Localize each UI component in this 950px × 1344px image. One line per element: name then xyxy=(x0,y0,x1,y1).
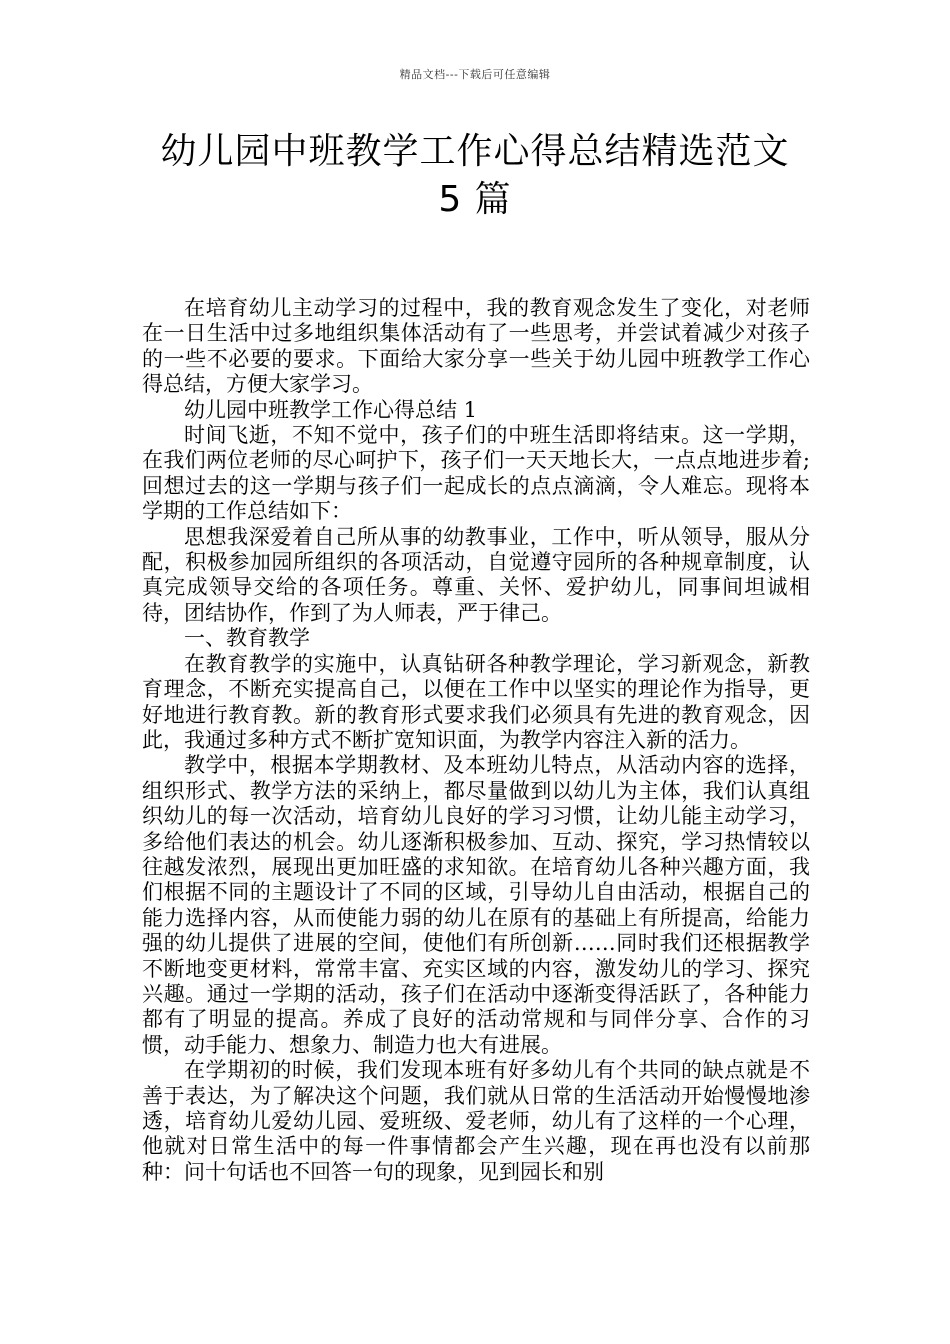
section-heading-education: 一、教育教学 xyxy=(184,626,310,651)
section-heading-summary-1: 幼儿园中班教学工作心得总结 1 xyxy=(184,397,478,422)
body-paragraph: 在教育教学的实施中，认真钻研各种教学理论，学习新观念，新教育理念，不断充实提高自己，以便在工作中以坚实的理论作为指导，更好地进行教育教。新的教育形式要求我们必须具有先进的教育观念，因此，我通过多种方式不断扩宽知识面，为教学内容注入新的活力。 xyxy=(142,651,810,752)
header-note: 精品文档---下载后可任意编辑 xyxy=(399,68,551,81)
document-body xyxy=(142,296,810,1185)
document-title xyxy=(140,128,810,224)
body-paragraph: 思想我深爱着自己所从事的幼教事业，工作中，听从领导，服从分配，积极参加园所组织的各项活动，自觉遵守园所的各种规章制度，认真完成领导交给的各项任务。尊重、关怀、爱护幼儿，同事间坦诚相待，团结协作，作到了为人师表，严于律己。 xyxy=(142,524,810,625)
title-line-2: 5 篇 xyxy=(438,179,512,220)
body-paragraph: 在学期初的时候，我们发现本班有好多幼儿有个共同的缺点就是不善于表达，为了解决这个问题，我们就从日常的生活活动开始慢慢地渗透，培育幼儿爱幼儿园、爱班级、爱老师，幼儿有了这样的一个心理，他就对日常生活中的每一件事情都会产生兴趣，现在再也没有以前那种：问十句话也不回答一句的现象，见到园长和别 xyxy=(142,1058,810,1184)
intro-paragraph: 在培育幼儿主动学习的过程中，我的教育观念发生了变化，对老师在一日生活中过多地组织集体活动有了一些思考，并尝试着减少对孩子的一些不必要的要求。下面给大家分享一些关于幼儿园中班教学工作心得总结，方便大家学习。 xyxy=(142,296,810,397)
body-paragraph: 教学中，根据本学期教材、及本班幼儿特点，从活动内容的选择，组织形式、教学方法的采纳上，都尽量做到以幼儿为主体，我们认真组织幼儿的每一次活动，培育幼儿良好的学习习惯，让幼儿能主动学习，多给他们表达的机会。幼儿逐渐积极参加、互动、探究，学习热情较以往越发浓烈，展现出更加旺盛的求知欲。在培育幼儿各种兴趣方面，我们根据不同的主题设计了不同的区域，引导幼儿自由活动，根据自己的能力选择内容，从而使能力弱的幼儿在原有的基础上有所提高，给能力强的幼儿提供了进展的空间，使他们有所创新……同时我们还根据教学不断地变更材料，常常丰富、充实区域的内容，激发幼儿的学习、探究兴趣。通过一学期的活动，孩子们在活动中逐渐变得活跃了，各种能力都有了明显的提高。养成了良好的活动常规和与同伴分享、合作的习惯，动手能力、想象力、制造力也大有进展。 xyxy=(142,753,810,1057)
body-paragraph: 时间飞逝，不知不觉中，孩子们的中班生活即将结束。这一学期，在我们两位老师的尽心呵护下，孩子们一天天地长大，一点点地进步着;回想过去的这一学期与孩子们一起成长的点点滴滴，令人难忘。现将本学期的工作总结如下： xyxy=(142,423,810,524)
title-line-1: 幼儿园中班教学工作心得总结精选范文 xyxy=(160,131,790,172)
